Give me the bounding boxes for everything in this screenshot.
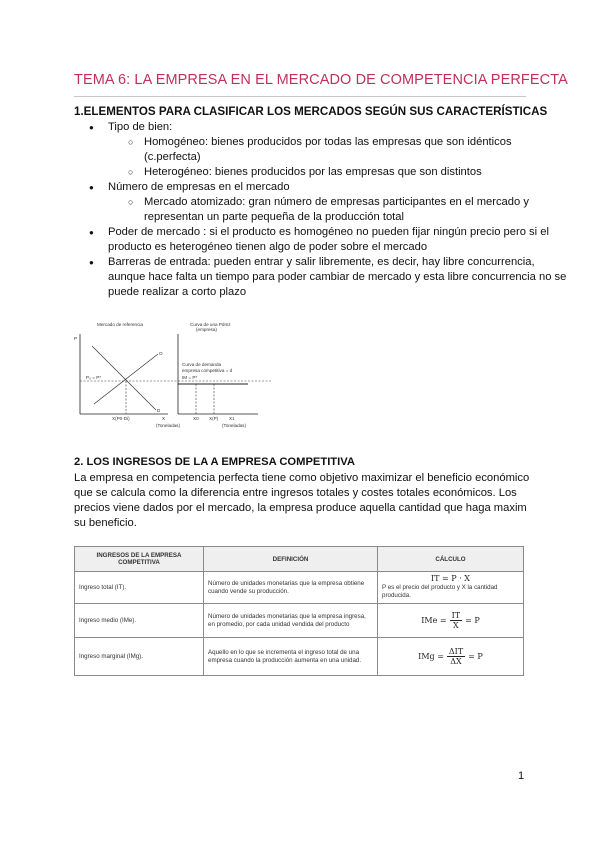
supply-label: O (159, 351, 163, 356)
table-cell: Ingreso marginal (IMg). (75, 638, 204, 676)
formula-ime (421, 611, 479, 630)
formula-numerator: ΔIT (448, 647, 464, 656)
characteristics-list (74, 120, 568, 300)
price-right-label: IM = P* (182, 375, 198, 380)
formula-denominator: ΔX (450, 657, 462, 666)
income-table (74, 546, 524, 676)
sublist (108, 135, 568, 180)
p-axis-label: P (74, 336, 78, 341)
market-graph (72, 318, 272, 440)
graph-right-title-2: (empresa) (196, 327, 217, 332)
formula-lhs: IMe = (421, 615, 447, 625)
table-row (75, 604, 524, 638)
x-right-label-2: X(P) (209, 416, 219, 421)
demand-text-2: empresa competitiva = d (182, 368, 233, 373)
title-divider (74, 96, 526, 97)
sublist (108, 195, 568, 225)
list-item-text: Número de empresas en el mercado (108, 181, 290, 193)
sublist-item: ○ Homogéneo: bienes producidos por todas las empresas que son idénticos (c.perfecta) (144, 135, 568, 165)
formula-fraction (450, 611, 463, 630)
formula-note: P es el precio del producto y X la cantidad producida. (382, 584, 498, 599)
table-cell (378, 572, 524, 604)
formula-denominator: X (452, 621, 459, 630)
section2-paragraph: La empresa en competencia perfecta tiene como objetivo maximizar el beneficio económico que se calcula como la diferencia entre ingresos totales y costes totales económicos. Los precios viene dados por el mercado, la empresa produce aquella cantidad que haga maxim su beneficio. (74, 472, 530, 529)
list-item: ● Poder de mercado : si el producto es homogéneo no pueden fijar ningún precio pero si el producto es heterogéneo tienen algo de poder sobre el mercado (108, 225, 568, 255)
table-header: CÁLCULO (378, 547, 524, 572)
table-header: DEFINICIÓN (204, 547, 378, 572)
table-cell: Ingreso medio (IMe). (75, 604, 204, 638)
section1-heading: 1.ELEMENTOS PARA CLASIFICAR LOS MERCADOS SEGÚN SUS CARACTERÍSTICAS (74, 105, 548, 118)
list-item (108, 180, 568, 225)
page-title: TEMA 6: LA EMPRESA EN EL MERCADO DE COMPETENCIA PERFECTA (74, 72, 568, 88)
demand-label: D (157, 408, 161, 413)
table-row (75, 572, 524, 604)
formula-fraction (447, 647, 465, 666)
table-cell: Número de unidades monetarias que la empresa ingresa, en promedio, por cada unidad vendida del producto (204, 604, 378, 638)
table-cell: Ingreso total (IT). (75, 572, 204, 604)
price-left-label: P₀ = P* (86, 375, 102, 380)
list-item (108, 120, 568, 180)
table-header: INGRESOS DE LA EMPRESA COMPETITIVA (75, 547, 204, 572)
x-right-label-1: X0 (193, 416, 199, 421)
graph-left-title: Mercado de referencia (97, 322, 143, 327)
x-right-label-4: (Toneladas) (222, 423, 247, 428)
page-number: 1 (518, 770, 525, 782)
x-left-label-3: (Toneladas) (156, 423, 181, 428)
formula-numerator: IT (451, 611, 461, 620)
demand-text-1: Curva de demanda (182, 362, 222, 367)
x-left-label-2: X (162, 416, 166, 421)
table-cell: Número de unidades monetarias que la empresa obtiene cuando vende su producción. (204, 572, 378, 604)
table-cell (378, 638, 524, 676)
formula-rhs: = P (468, 651, 483, 661)
x-left-label-1: X(P0·Di) (112, 416, 130, 421)
x-right-label-3: X1 (229, 416, 235, 421)
list-item: ● Barreras de entrada: pueden entrar y salir libremente, es decir, hay libre concurrencia, aunque hace falta un tiempo para poder cambiar de mercado y esta libre concurrencia no se puede realizar a corto plazo (108, 255, 568, 300)
table-cell (378, 604, 524, 638)
formula-img (418, 647, 483, 666)
graph-right-title-1: Curva de una Pdmz (190, 322, 231, 327)
formula-it: IT = P · X (431, 574, 470, 583)
table-cell: Aquello en lo que se incrementa el ingreso total de una empresa cuando la producción aumenta en una unidad. (204, 638, 378, 676)
sublist-item: ○ Mercado atomizado: gran número de empresas participantes en el mercado y representan un parte pequeña de la producción total (144, 195, 568, 225)
formula-rhs: = P (465, 615, 480, 625)
table-header-row (75, 547, 524, 572)
section2-heading: 2. LOS INGRESOS DE LA A EMPRESA COMPETITIVA (74, 456, 355, 468)
list-item-text: Tipo de bien: (108, 121, 173, 133)
sublist-item: ○ Heterogéneo: bienes producidos por las empresas que son distintos (144, 165, 568, 180)
formula-lhs: IMg = (418, 651, 444, 661)
demand-curve (92, 346, 156, 410)
table-row (75, 638, 524, 676)
